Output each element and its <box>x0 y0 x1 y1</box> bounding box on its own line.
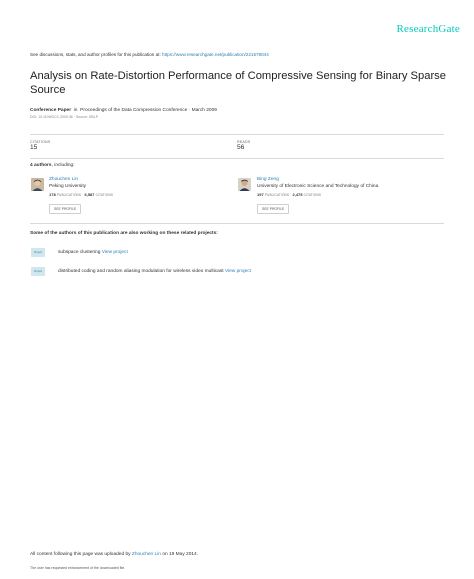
view-project-link[interactable]: View project <box>101 250 128 255</box>
citations-value: 15 <box>30 144 38 151</box>
author-name-link[interactable]: Bing Zeng <box>257 177 279 182</box>
avatar[interactable] <box>31 178 44 191</box>
upload-prefix: All content following this page was uploaded by <box>30 552 131 557</box>
project-item <box>58 250 128 255</box>
author-citations-count: 6,587 <box>84 192 95 197</box>
author-publications-count: 197 <box>257 192 264 197</box>
reads-label: READS <box>237 140 251 144</box>
view-project-link[interactable]: View project <box>224 269 251 274</box>
divider <box>30 134 444 135</box>
see-profile-button[interactable]: SEE PROFILE <box>49 204 81 214</box>
divider <box>30 158 444 159</box>
author-citations-count: 2,475 <box>292 192 303 197</box>
divider <box>30 223 444 224</box>
researchgate-logo[interactable]: ResearchGate <box>396 23 460 35</box>
avatar[interactable] <box>238 178 251 191</box>
meta-separator: in <box>73 108 78 113</box>
discussion-line <box>30 52 269 57</box>
author-citations-label: CITATIONS <box>95 193 114 197</box>
authors-count: 4 authors <box>30 163 52 168</box>
author-citations-label: CITATIONS <box>303 193 322 197</box>
citations-label: CITATIONS <box>30 140 51 144</box>
see-profile-button[interactable]: SEE PROFILE <box>257 204 289 214</box>
authors-suffix: , including: <box>51 163 75 168</box>
doi-line: DOI: 10.1109/DCC.2009.36 · Source: DBLP <box>30 115 99 119</box>
related-projects-heading: Some of the authors of this publication are also working on these related projects: <box>30 231 218 236</box>
citations-stat <box>30 140 50 151</box>
publication-venue: Proceedings of the Data Compression Conference · March 2009 <box>80 108 217 113</box>
upload-suffix: on 19 May 2014. <box>162 552 199 557</box>
publication-type: Conference Paper <box>30 108 72 113</box>
publication-meta <box>30 108 217 113</box>
authors-count-line <box>30 163 75 168</box>
author-institution: University of Electronic Science and Technology of China <box>257 184 379 189</box>
author-counts <box>257 192 321 197</box>
publication-url-link[interactable]: https://www.researchgate.net/publication/221578044 <box>162 52 269 57</box>
author-publications-label: PUBLICATIONS <box>264 193 290 197</box>
enhancement-note: The user has requested enhancement of the downloaded file. <box>30 566 126 570</box>
author-name-link[interactable]: Zhouchen Lin <box>49 177 79 182</box>
project-item <box>58 269 251 274</box>
publication-title: Analysis on Rate-Distortion Performance of Compressive Sensing for Binary Sparse Source <box>30 70 446 96</box>
upload-note <box>30 552 198 557</box>
reads-value: 56 <box>237 144 245 151</box>
author-publications-label: PUBLICATIONS <box>56 193 82 197</box>
project-icon: Project <box>31 248 45 257</box>
author-counts <box>49 192 113 197</box>
uploader-link[interactable]: Zhouchen Lin <box>131 552 161 557</box>
project-name: subspace clustering <box>58 250 101 255</box>
discussion-prefix: See discussions, stats, and author profiles for this publication at: <box>30 52 161 57</box>
project-icon: Project <box>31 267 45 276</box>
project-name: distributed coding and random aliasing modulation for wireless video multicast <box>58 269 224 274</box>
author-publications-count: 178 <box>49 192 56 197</box>
author-institution: Peking University <box>49 184 87 189</box>
reads-stat <box>237 140 250 151</box>
